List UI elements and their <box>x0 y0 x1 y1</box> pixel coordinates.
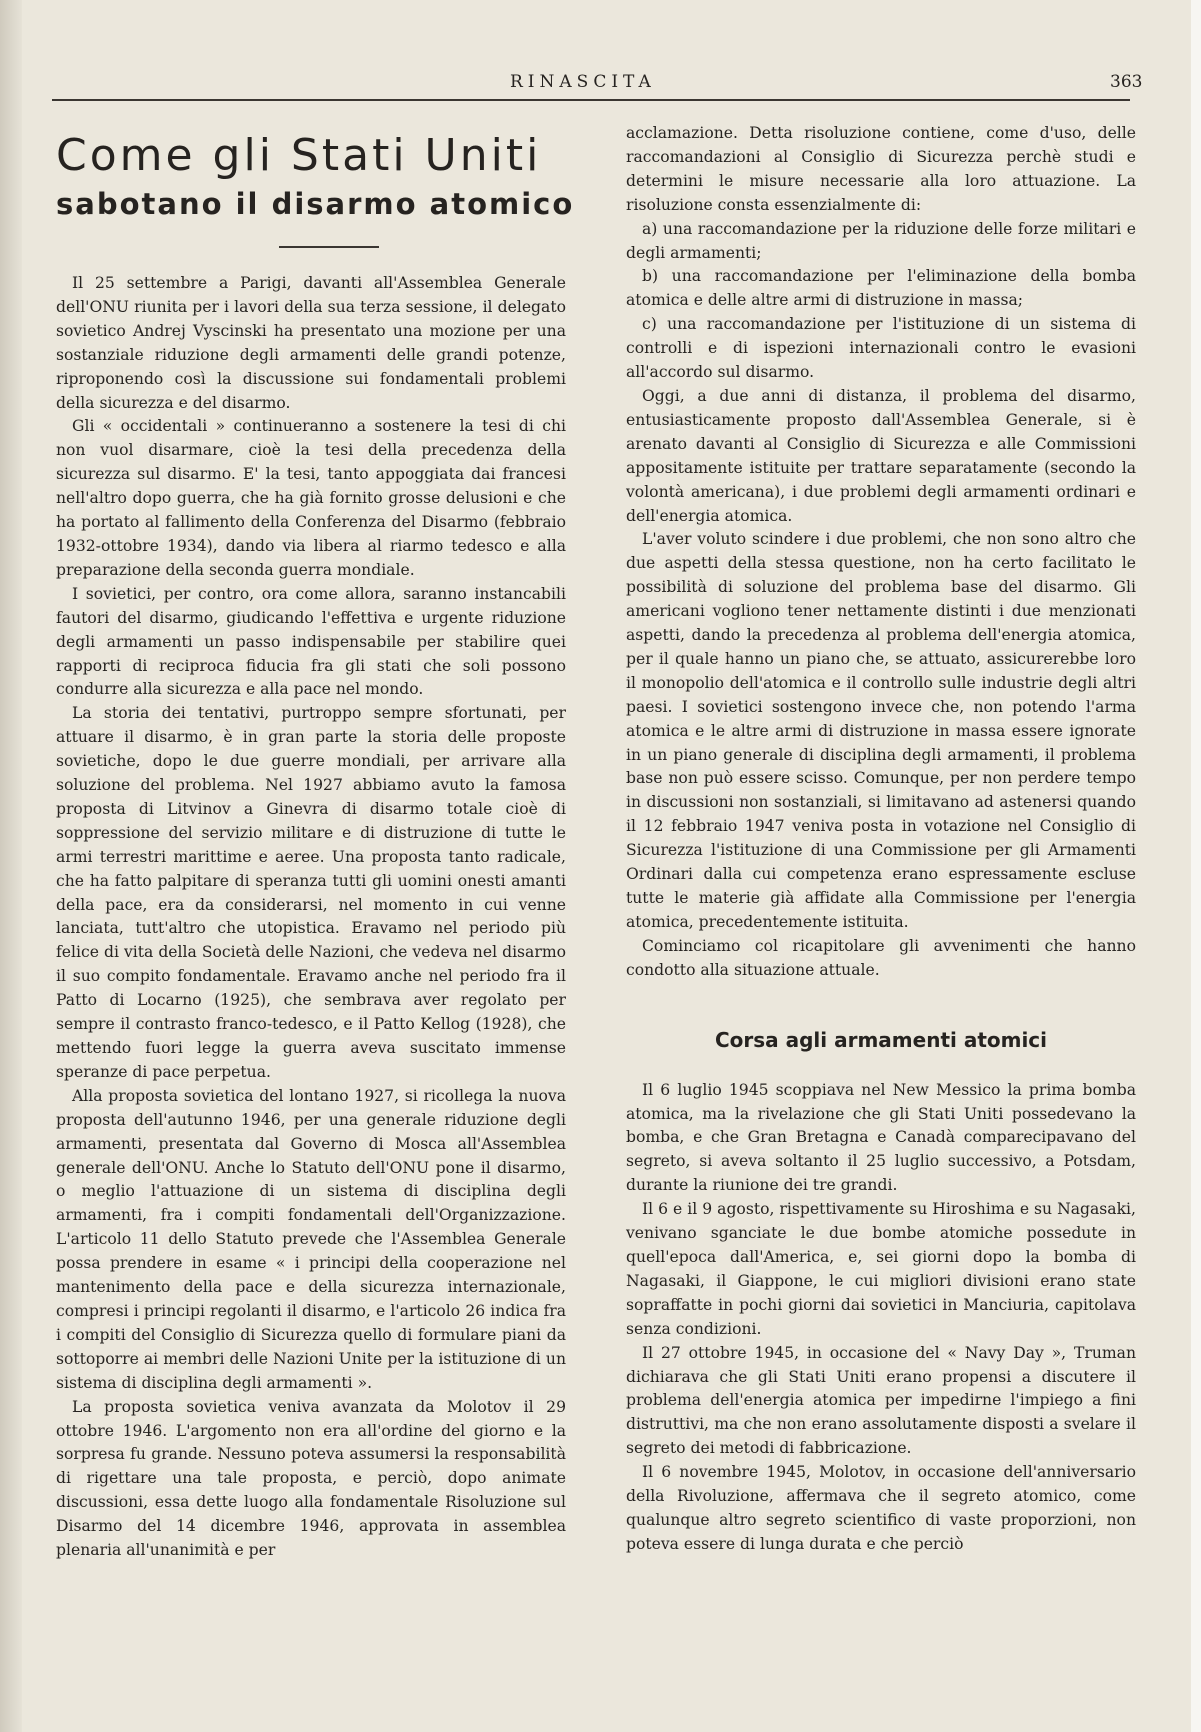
running-head <box>0 72 1201 96</box>
paragraph: Gli « occidentali » continueranno a sostenere la tesi di chi non vuol disarmare, cioè la tesi della precedenza della sicurezza sul disarmo. E' la tesi, tanto appoggiata dai francesi nell'altro dopo guerra, che ha già fornito grosse delusioni e che ha portato al fallimento della Conferenza del Disarmo (febbraio 1932-ottobre 1934), dando via libera al riarmo tedesco e alla preparazione della seconda guerra mondiale. <box>56 417 566 579</box>
paragraph: Il 27 ottobre 1945, in occasione del « Navy Day », Truman dichiarava che gli Stati Uniti erano propensi a discutere il problema dell'energia atomica per impedirne l'impiego a fini distruttivi, ma che non erano assolutamente disposti a svelare il segreto dei metodi di fabbricazione. <box>626 1343 1136 1458</box>
page-edge-margin <box>1191 0 1201 1732</box>
paragraph: Il 6 luglio 1945 scoppiava nel New Messico la prima bomba atomica, ma la rivelazione che gli Stati Uniti possedevano la bomba, e che Gran Bretagna e Canadà comparecipavano del segreto, si aveva soltanto il 25 luglio successivo, a Potsdam, durante la riunione dei tre grandi. <box>626 1080 1136 1195</box>
paragraph: La proposta sovietica veniva avanzata da Molotov il 29 ottobre 1946. L'argomento non era all'ordine del giorno e la sorpresa fu grande. Nessuno poteva assumersi la responsabilità di rigettare una tale proposta, e perciò, dopo animate discussioni, essa dette luogo alla fondamentale Risoluzione sul Disarmo del 14 dicembre 1946, approvata in assemblea plenaria all'unanimità e per <box>56 1397 566 1560</box>
running-title: RINASCITA <box>510 72 656 92</box>
title-rule <box>279 246 379 248</box>
article-subtitle: sabotano il disarmo atomico <box>56 187 575 221</box>
paragraph: Oggi, a due anni di distanza, il problema del disarmo, entusiasticamente proposto dall'Assemblea Generale, si è arenato davanti al Consiglio di Sicurezza e alle Commissioni appositamente istituite per trattare separatamente (secondo la volontà americana), i due problemi degli armamenti ordinari e dell'energia atomica. <box>626 386 1136 525</box>
page-number: 363 <box>1110 72 1143 92</box>
paragraph: L'aver voluto scindere i due problemi, che non sono altro che due aspetti della stessa questione, non ha certo facilitato le possibilità di soluzione del problema base del disarmo. Gli americani vogliono tener nettamente distinti i due menzionati aspetti, dando la precedenza al problema dell'energia atomica, per il quale hanno un piano che, se attuato, assicurerebbe loro il monopolio dell'atomica e il controllo sulle industrie degli altri paesi. I sovietici sostengono invece che, non potendo l'arma atomica e le altre armi di distruzione in massa essere ignorate in un piano generale di disciplina degli armamenti, il problema base non può essere scisso. Comunque, per non perdere tempo in discussioni non sostanziali, si limitavano ad astenersi quando il 12 febbraio 1947 veniva posta in votazione nel Consiglio di Sicurezza l'istituzione di una Commissione per gli Armamenti Ordinari dalla cui competenza erano espressamente escluse tutte le materie già affidate alla Commissione per l'energia atomica, precedentemente istituita. <box>626 530 1136 931</box>
article-title: Come gli Stati Uniti <box>56 130 542 181</box>
paragraph: Cominciamo col ricapitolare gli avvenimenti che hanno condotto alla situazione attuale. <box>626 936 1136 979</box>
right-column <box>626 122 1136 1557</box>
header-rule <box>52 99 1130 101</box>
paragraph: Il 6 novembre 1945, Molotov, in occasione dell'anniversario della Rivoluzione, affermava che il segreto atomico, come qualunque altro segreto scientifico di vaste proporzioni, non poteva essere di lunga durata e che perciò <box>626 1463 1136 1553</box>
paragraph: Il 6 e il 9 agosto, rispettivamente su Hiroshima e su Nagasaki, venivano sganciate le due bombe atomiche possedute in quell'epoca dall'America, e, sei giorni dopo la bomba di Nagasaki, il Giappone, le cui migliori divisioni erano state sopraffatte in pochi giorni dai sovietici in Manciuria, capitolava senza condizioni. <box>626 1200 1136 1338</box>
paragraph: La storia dei tentativi, purtroppo sempre sfortunati, per attuare il disarmo, è in gran parte la storia delle proposte sovietiche, dopo le due guerre mondiali, per arrivare alla soluzione del problema. Nel 1927 abbiamo avuto la famosa proposta di Litvinov a Ginevra di disarmo totale cioè di soppressione del servizio militare e di distruzione di tutte le armi terrestri marittime e aeree. Una proposta tanto radicale, che ha fatto palpitare di speranza tutti gli uomini onesti amanti della pace, era da considerarsi, nel momento in cui venne lanciata, tutt'altro che utopistica. Eravamo nel periodo più felice di vita della Società delle Nazioni, che vedeva nel disarmo il suo compito fondamentale. Eravamo anche nel periodo fra il Patto di Locarno (1925), che sembrava aver regolato per sempre il contrasto franco-tedesco, e il Patto Kellog (1928), che mettendo fuori legge la guerra aveva suscitato immense speranze di pace perpetua. <box>56 704 566 1081</box>
list-item: c) una raccomandazione per l'istituzione di un sistema di controlli e di ispezioni internazionali contro le evasioni all'accordo sul disarmo. <box>626 315 1136 382</box>
section-heading: Corsa agli armamenti atomici <box>714 1027 1048 1052</box>
list-item: b) una raccomandazione per l'eliminazione della bomba atomica e delle altre armi di distruzione in massa; <box>626 267 1136 310</box>
paragraph: Alla proposta sovietica del lontano 1927, si ricollega la nuova proposta dell'autunno 1946, per una generale riduzione degli armamenti, presentata dal Governo di Mosca all'Assemblea generale dell'ONU. Anche lo Statuto dell'ONU pone il disarmo, o meglio l'attuazione di un sistema di disciplina degli armamenti, fra i compiti fondamentali dell'Organizzazione. L'articolo 11 dello Statuto prevede che l'Assemblea Generale possa prendere in esame « i principi della cooperazione nel mantenimento della pace e della sicurezza internazionale, compresi i principi regolanti il disarmo, e l'articolo 26 indica fra i compiti del Consiglio di Sicurezza quello di formulare piani da sottoporre ai membri delle Nazioni Unite per la istituzione di un sistema di disciplina degli armamenti ». <box>56 1086 566 1392</box>
page-edge-shadow <box>0 0 22 1732</box>
paragraph: I sovietici, per contro, ora come allora, saranno instancabili fautori del disarmo, giudicando l'effettiva e urgente riduzione degli armamenti un passo indispensabile per stabilire quei rapporti di reciproca fiducia fra gli stati che soli possono condurre alla sicurezza e alla pace nel mondo. <box>56 584 566 699</box>
paragraph: acclamazione. Detta risoluzione contiene, come d'uso, delle raccomandazioni al Consiglio di Sicurezza perchè studi e determini le misure necessarie alla loro attuazione. La risoluzione consta essenzialmente di: <box>626 124 1136 214</box>
paragraph: Il 25 settembre a Parigi, davanti all'Assemblea Generale dell'ONU riunita per i lavori della sua terza sessione, il delegato sovietico Andrej Vyscinski ha presentato una mozione per una sostanziale riduzione degli armamenti delle grandi potenze, riproponendo così la discussione sui fondamentali problemi della sicurezza e del disarmo. <box>56 274 566 412</box>
list-item: a) una raccomandazione per la riduzione delle forze militari e degli armamenti; <box>626 219 1136 262</box>
left-column <box>56 122 575 1563</box>
